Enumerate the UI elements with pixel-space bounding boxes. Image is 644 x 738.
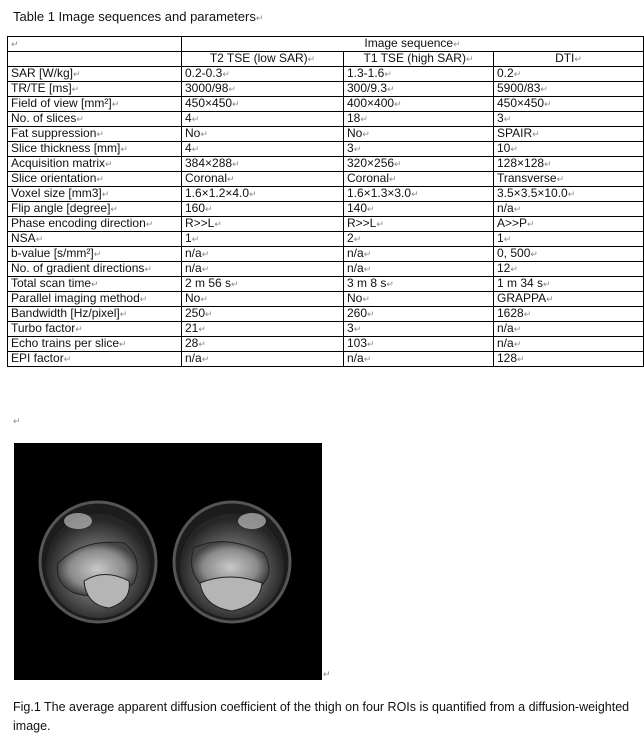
row-label-cell: Parallel imaging method↵ bbox=[8, 292, 182, 307]
row-label-cell: b-value [s/mm²]↵ bbox=[8, 247, 182, 262]
value-cell: n/a↵ bbox=[182, 352, 344, 367]
value-cell: 2↵ bbox=[344, 232, 494, 247]
table-row bbox=[8, 292, 644, 307]
row-label-cell: SAR [W/kg]↵ bbox=[8, 67, 182, 82]
value-cell: 0.2↵ bbox=[494, 67, 644, 82]
table-row bbox=[8, 127, 644, 142]
row-label-cell: No. of gradient directions↵ bbox=[8, 262, 182, 277]
table-caption bbox=[13, 9, 263, 24]
value-cell: 128↵ bbox=[494, 352, 644, 367]
value-cell: Coronal↵ bbox=[344, 172, 494, 187]
value-cell: 300/9.3↵ bbox=[344, 82, 494, 97]
value-cell: No↵ bbox=[182, 292, 344, 307]
table-row bbox=[8, 82, 644, 97]
value-cell: Coronal↵ bbox=[182, 172, 344, 187]
table-caption-text: Table 1 Image sequences and parameters bbox=[13, 9, 256, 24]
table-row bbox=[8, 112, 644, 127]
value-cell: 140↵ bbox=[344, 202, 494, 217]
table-header-group-row bbox=[8, 37, 644, 52]
value-cell: SPAIR↵ bbox=[494, 127, 644, 142]
table-row bbox=[8, 247, 644, 262]
value-cell: 28↵ bbox=[182, 337, 344, 352]
table-row bbox=[8, 172, 644, 187]
value-cell: 128×128↵ bbox=[494, 157, 644, 172]
figure-caption: Fig.1 The average apparent diffusion coefficient of the thigh on four ROIs is quantified from a diffusion-weighted image. bbox=[13, 700, 630, 733]
value-cell: 3 m 8 s↵ bbox=[344, 277, 494, 292]
value-cell: 18↵ bbox=[344, 112, 494, 127]
value-cell: 1.3-1.6↵ bbox=[344, 67, 494, 82]
value-cell: 1↵ bbox=[494, 232, 644, 247]
value-cell: No↵ bbox=[182, 127, 344, 142]
value-cell: 3↵ bbox=[344, 142, 494, 157]
paragraph-mark: ↵ bbox=[323, 669, 331, 679]
empty-header-cell bbox=[8, 52, 182, 67]
value-cell: n/a↵ bbox=[344, 262, 494, 277]
row-label-cell: Field of view [mm²]↵ bbox=[8, 97, 182, 112]
row-label-cell: Echo trains per slice↵ bbox=[8, 337, 182, 352]
value-cell: 4↵ bbox=[182, 112, 344, 127]
row-label-cell: Slice orientation↵ bbox=[8, 172, 182, 187]
value-cell: 0.2-0.3↵ bbox=[182, 67, 344, 82]
value-cell: n/a↵ bbox=[182, 262, 344, 277]
table-row bbox=[8, 262, 644, 277]
table-row bbox=[8, 337, 644, 352]
row-label-cell: Fat suppression↵ bbox=[8, 127, 182, 142]
value-cell: n/a↵ bbox=[182, 247, 344, 262]
table-row bbox=[8, 307, 644, 322]
row-label-cell: EPI factor↵ bbox=[8, 352, 182, 367]
value-cell: Transverse↵ bbox=[494, 172, 644, 187]
value-cell: 10↵ bbox=[494, 142, 644, 157]
value-cell: R>>L↵ bbox=[182, 217, 344, 232]
value-cell: 1628↵ bbox=[494, 307, 644, 322]
value-cell: 260↵ bbox=[344, 307, 494, 322]
table-row bbox=[8, 232, 644, 247]
value-cell: n/a↵ bbox=[494, 202, 644, 217]
table-row bbox=[8, 322, 644, 337]
corner-cell: ↵ bbox=[8, 37, 182, 52]
value-cell: R>>L↵ bbox=[344, 217, 494, 232]
row-label-cell: Turbo factor↵ bbox=[8, 322, 182, 337]
row-label-cell: Flip angle [degree]↵ bbox=[8, 202, 182, 217]
mri-thigh-image bbox=[14, 443, 322, 680]
table-row bbox=[8, 202, 644, 217]
value-cell: GRAPPA↵ bbox=[494, 292, 644, 307]
table-row bbox=[8, 277, 644, 292]
value-cell: 0, 500↵ bbox=[494, 247, 644, 262]
value-cell: n/a↵ bbox=[494, 337, 644, 352]
value-cell: 2 m 56 s↵ bbox=[182, 277, 344, 292]
value-cell: No↵ bbox=[344, 127, 494, 142]
value-cell: 5900/83↵ bbox=[494, 82, 644, 97]
row-label-cell: No. of slices↵ bbox=[8, 112, 182, 127]
value-cell: 1.6×1.3×3.0↵ bbox=[344, 187, 494, 202]
group-header-cell: Image sequence↵ bbox=[182, 37, 644, 52]
table-row bbox=[8, 157, 644, 172]
value-cell: n/a↵ bbox=[344, 352, 494, 367]
table-row bbox=[8, 187, 644, 202]
value-cell: 3000/98↵ bbox=[182, 82, 344, 97]
table-row bbox=[8, 67, 644, 82]
value-cell: 103↵ bbox=[344, 337, 494, 352]
value-cell: No↵ bbox=[344, 292, 494, 307]
column-header: T2 TSE (low SAR)↵ bbox=[182, 52, 344, 67]
value-cell: 320×256↵ bbox=[344, 157, 494, 172]
row-label-cell: Bandwidth [Hz/pixel]↵ bbox=[8, 307, 182, 322]
parameters-table-body bbox=[8, 37, 644, 367]
value-cell: 4↵ bbox=[182, 142, 344, 157]
table-row bbox=[8, 352, 644, 367]
value-cell: A>>P↵ bbox=[494, 217, 644, 232]
column-header: T1 TSE (high SAR)↵ bbox=[344, 52, 494, 67]
row-label-cell: TR/TE [ms]↵ bbox=[8, 82, 182, 97]
value-cell: 400×400↵ bbox=[344, 97, 494, 112]
value-cell: n/a↵ bbox=[344, 247, 494, 262]
value-cell: 250↵ bbox=[182, 307, 344, 322]
row-label-cell: Voxel size [mm3]↵ bbox=[8, 187, 182, 202]
row-label-cell: Phase encoding direction↵ bbox=[8, 217, 182, 232]
parameters-table bbox=[7, 36, 644, 367]
mri-thigh-drawing bbox=[14, 443, 322, 680]
value-cell: 12↵ bbox=[494, 262, 644, 277]
paragraph-mark: ↵ bbox=[255, 13, 264, 23]
table-header-columns-row bbox=[8, 52, 644, 67]
table-row bbox=[8, 97, 644, 112]
value-cell: n/a↵ bbox=[494, 322, 644, 337]
value-cell: 450×450↵ bbox=[182, 97, 344, 112]
value-cell: 3.5×3.5×10.0↵ bbox=[494, 187, 644, 202]
value-cell: 384×288↵ bbox=[182, 157, 344, 172]
table-row bbox=[8, 217, 644, 232]
value-cell: 450×450↵ bbox=[494, 97, 644, 112]
value-cell: 160↵ bbox=[182, 202, 344, 217]
row-label-cell: Total scan time↵ bbox=[8, 277, 182, 292]
row-label-cell: Slice thickness [mm]↵ bbox=[8, 142, 182, 157]
row-label-cell: Acquisition matrix↵ bbox=[8, 157, 182, 172]
table-row bbox=[8, 142, 644, 157]
value-cell: 21↵ bbox=[182, 322, 344, 337]
value-cell: 1.6×1.2×4.0↵ bbox=[182, 187, 344, 202]
paragraph-mark: ↵ bbox=[13, 416, 21, 426]
value-cell: 3↵ bbox=[344, 322, 494, 337]
row-label-cell: NSA↵ bbox=[8, 232, 182, 247]
value-cell: 3↵ bbox=[494, 112, 644, 127]
column-header: DTI↵ bbox=[494, 52, 644, 67]
value-cell: 1↵ bbox=[182, 232, 344, 247]
value-cell: 1 m 34 s↵ bbox=[494, 277, 644, 292]
